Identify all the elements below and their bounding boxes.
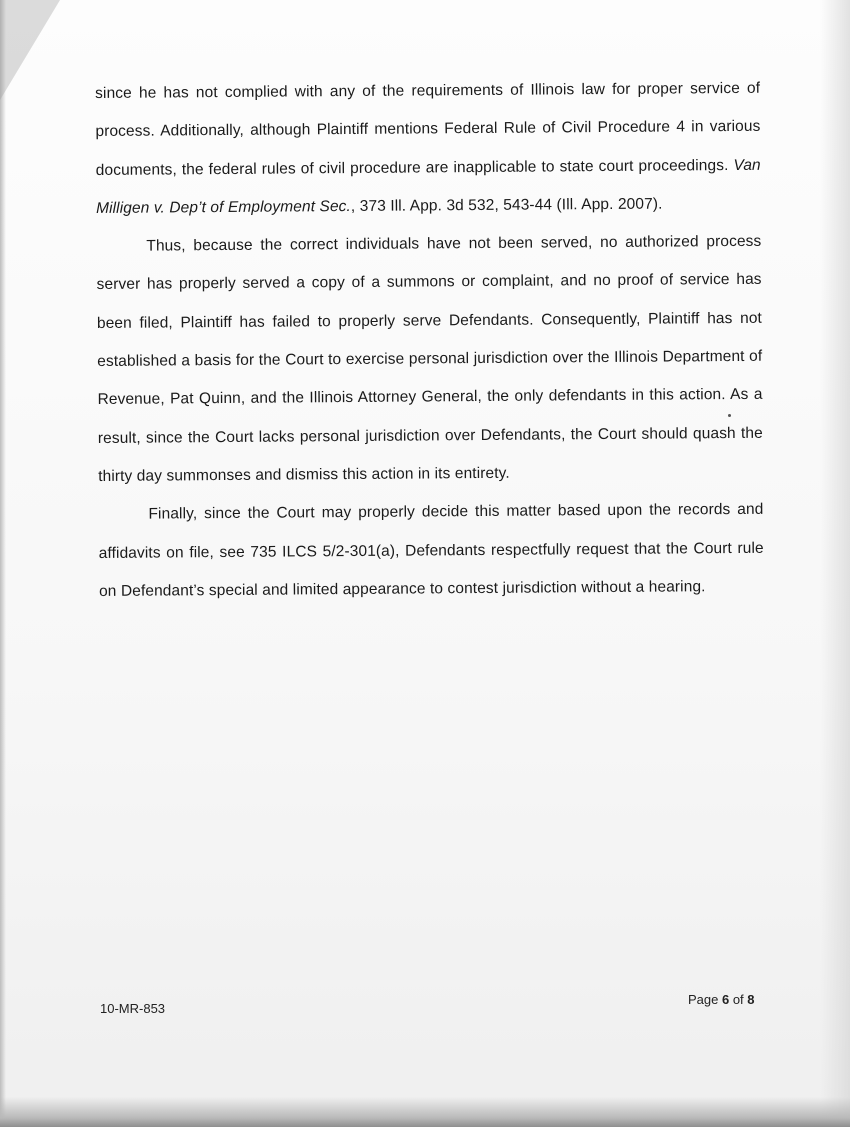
paragraph	[96, 223, 763, 496]
page-number	[688, 992, 755, 1007]
case-citation: Van Milligen v. Dep’t of Employment Sec.	[95, 156, 761, 217]
scan-left-edge	[0, 0, 6, 1127]
paragraph-text: Thus, because the correct individuals have not been served, no authorized process server has properly served a copy of a summons or complaint, and no proof of service has been filed, Plaintiff has failed to properly serve Defendants. Consequently, Plaintiff has not established a basis for the Court to exercise personal jurisdiction over the Illinois Department of Revenue, Pat Quinn, and the Illinois Attorney General, the only defendants in this action. As a result, since the Court lacks personal jurisdiction over Defendants, the Court should quash the thirty day summonses and dismiss this action in its entirety.	[96, 232, 763, 485]
page-total: 8	[747, 992, 755, 1007]
page-prefix: Page	[688, 992, 722, 1007]
page-current: 6	[721, 992, 730, 1007]
scan-right-edge	[820, 0, 850, 1127]
paragraph-text: Finally, since the Court may properly decide this matter based upon the records and affidavits on file, see 735 ILCS 5/2-301(a), Defendants respectfully request that the Court rule on Defendant’s special and limited appearance to contest jurisdiction without a hearing.	[98, 501, 764, 600]
document-body	[95, 70, 764, 611]
paragraph	[95, 70, 761, 228]
paragraph-text: , 373 Ill. App. 3d 532, 543-44 (Ill. App. 2007).	[350, 195, 663, 215]
scan-corner-fold	[0, 0, 60, 100]
paragraph-text: since he has not complied with any of the requirements of Illinois law for proper service of process. Additionally, although Plaintiff mentions Federal Rule of Civil Procedure 4 in various documents, the federal rules of civil procedure are inapplicable to state court proceedings.	[95, 79, 761, 179]
scan-bottom-edge	[0, 1097, 850, 1127]
page-of: of	[729, 992, 748, 1007]
case-number: 10-MR-853	[100, 1001, 166, 1016]
paragraph	[98, 491, 764, 611]
